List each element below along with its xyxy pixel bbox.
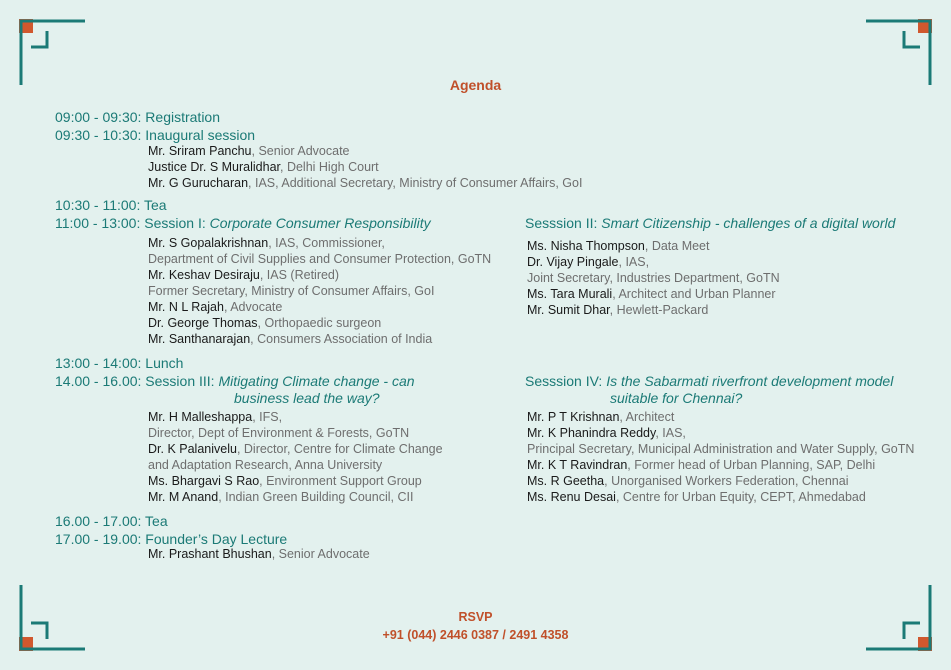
speaker: Dr. K Palanivelu, Director, Centre for Climate Change bbox=[148, 442, 443, 456]
session-2-heading bbox=[525, 214, 895, 232]
session-prefix: Session III: bbox=[145, 373, 215, 389]
agenda-item-registration bbox=[55, 108, 220, 126]
speaker: Ms. Renu Desai, Centre for Urban Equity, CEPT, Ahmedabad bbox=[527, 490, 866, 504]
speaker: Mr. Keshav Desiraju, IAS (Retired) bbox=[148, 268, 340, 282]
session-1-heading bbox=[55, 214, 431, 232]
item-time: 16.00 - 17.00: bbox=[55, 513, 142, 529]
session-prefix: Session I: bbox=[144, 215, 206, 231]
item-time: 13:00 - 14:00: bbox=[55, 355, 142, 371]
speaker: Mr. G Gurucharan, IAS, Additional Secretary, Ministry of Consumer Affairs, GoI bbox=[148, 176, 583, 190]
item-time: 17.00 - 19.00: bbox=[55, 531, 142, 547]
speaker: Mr. Sriram Panchu, Senior Advocate bbox=[148, 144, 350, 158]
session-4-heading-continued bbox=[610, 389, 742, 407]
lecture-speaker-list bbox=[148, 546, 370, 562]
item-label: Tea bbox=[144, 197, 167, 213]
item-label: Registration bbox=[145, 109, 220, 125]
rsvp-phone: +91 (044) 2446 0387 / 2491 4358 bbox=[382, 628, 569, 642]
speaker: Mr. M Anand, Indian Green Building Council, CII bbox=[148, 490, 414, 504]
inaugural-speaker-list bbox=[148, 143, 582, 191]
speaker: Mr. Sumit Dhar, Hewlett-Packard bbox=[527, 303, 709, 317]
session-prefix: Sesssion II: bbox=[525, 215, 598, 231]
speaker: Mr. P T Krishnan, Architect bbox=[527, 410, 675, 424]
session-1-speaker-list bbox=[148, 235, 491, 347]
speaker: Mr. N L Rajah, Advocate bbox=[148, 300, 283, 314]
item-label: Inaugural session bbox=[145, 127, 256, 143]
session-title-line-2: business lead the way? bbox=[234, 390, 380, 406]
session-title-line-1: Is the Sabarmati riverfront development model bbox=[606, 373, 894, 389]
speaker: Ms. Nisha Thompson, Data Meet bbox=[527, 239, 710, 253]
speaker: Director, Dept of Environment & Forests, GoTN bbox=[148, 426, 410, 440]
speaker: Mr. K Phanindra Reddy, IAS, bbox=[527, 426, 686, 440]
session-title-line-2: suitable for Chennai? bbox=[610, 390, 743, 406]
session-2-speaker-list bbox=[527, 238, 780, 318]
session-title-line-1: Mitigating Climate change - can bbox=[218, 373, 415, 389]
speaker: Principal Secretary, Municipal Administration and Water Supply, GoTN bbox=[527, 442, 915, 456]
speaker: and Adaptation Research, Anna University bbox=[148, 458, 383, 472]
agenda-title: Agenda bbox=[449, 77, 502, 93]
speaker: Mr. K T Ravindran, Former head of Urban Planning, SAP, Delhi bbox=[527, 458, 876, 472]
session-3-speaker-list bbox=[148, 409, 443, 505]
session-title: Corporate Consumer Responsibility bbox=[209, 215, 431, 231]
item-time: 09:00 - 09:30: bbox=[55, 109, 142, 125]
item-label: Lunch bbox=[145, 355, 184, 371]
speaker: Joint Secretary, Industries Department, GoTN bbox=[527, 271, 780, 285]
speaker: Ms. R Geetha, Unorganised Workers Federation, Chennai bbox=[527, 474, 849, 488]
speaker: Dr. Vijay Pingale, IAS, bbox=[527, 255, 650, 269]
item-time: 14.00 - 16.00: bbox=[55, 373, 142, 389]
session-title: Smart Citizenship - challenges of a digital world bbox=[601, 215, 896, 231]
speaker: Mr. H Malleshappa, IFS, bbox=[148, 410, 283, 424]
agenda-item-tea-evening bbox=[55, 512, 168, 530]
speaker: Justice Dr. S Muralidhar, Delhi High Court bbox=[148, 160, 379, 174]
speaker: Ms. Tara Murali, Architect and Urban Planner bbox=[527, 287, 776, 301]
session-4-speaker-list bbox=[527, 409, 914, 505]
session-prefix: Sesssion IV: bbox=[525, 373, 603, 389]
speaker: Department of Civil Supplies and Consumer Protection, GoTN bbox=[148, 252, 492, 266]
item-label: Tea bbox=[145, 513, 168, 529]
speaker: Mr. S Gopalakrishnan, IAS, Commissioner, bbox=[148, 236, 385, 250]
speaker: Mr. Prashant Bhushan, Senior Advocate bbox=[148, 547, 370, 561]
agenda-item-lunch bbox=[55, 354, 183, 372]
rsvp-label: RSVP bbox=[458, 610, 493, 624]
item-time: 11:00 - 13:00: bbox=[55, 215, 141, 231]
session-3-heading-continued bbox=[234, 389, 380, 407]
agenda-item-inaugural bbox=[55, 126, 255, 144]
item-time: 10:30 - 11:00: bbox=[55, 197, 141, 213]
item-label: Founder’s Day Lecture bbox=[145, 531, 288, 547]
item-time: 09:30 - 10:30: bbox=[55, 127, 142, 143]
agenda-item-tea-morning bbox=[55, 196, 167, 214]
session-4-heading bbox=[525, 372, 893, 390]
speaker: Former Secretary, Ministry of Consumer Affairs, GoI bbox=[148, 284, 435, 298]
session-3-heading bbox=[55, 372, 415, 390]
speaker: Mr. Santhanarajan, Consumers Association of India bbox=[148, 332, 433, 346]
speaker: Ms. Bhargavi S Rao, Environment Support Group bbox=[148, 474, 422, 488]
speaker: Dr. George Thomas, Orthopaedic surgeon bbox=[148, 316, 382, 330]
